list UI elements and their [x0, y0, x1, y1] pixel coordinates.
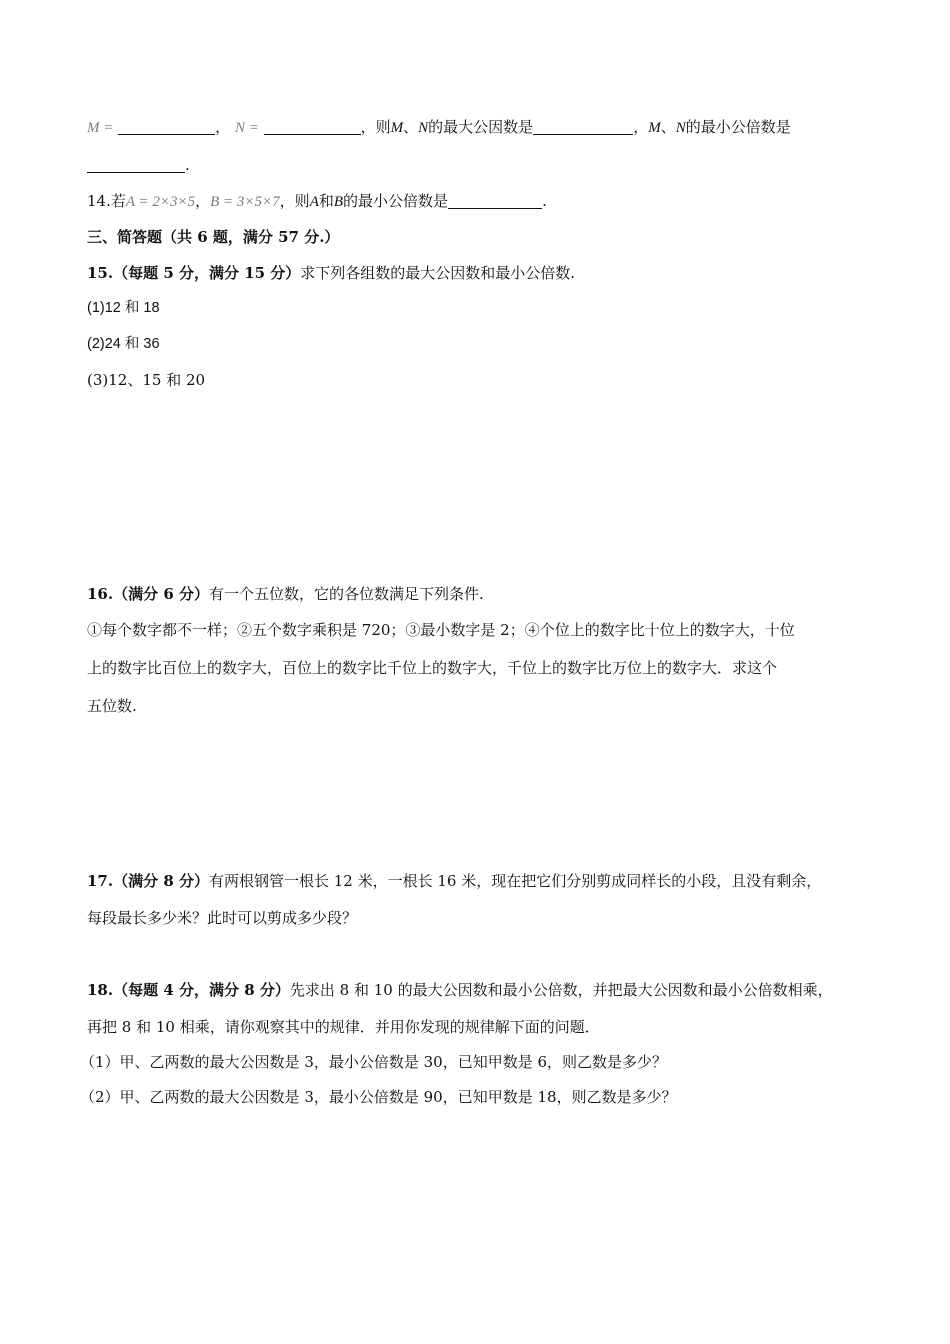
- q16-text: 有一个五位数，它的各位数满足下列条件.: [208, 585, 484, 603]
- q15-line: [87, 263, 575, 283]
- q13-m-expression: M =: [87, 120, 114, 136]
- q13-m-blank[interactable]: [118, 118, 215, 135]
- q13-gcd-blank[interactable]: [533, 118, 633, 135]
- q14-text: ，则: [279, 192, 310, 210]
- var-a: A: [309, 194, 319, 210]
- q17-head: 17.（满分 8 分）: [87, 872, 209, 890]
- q14-answer-blank[interactable]: [448, 192, 542, 209]
- q16-condition-line-3: 五位数.: [87, 697, 137, 715]
- q13-end: .: [185, 156, 190, 174]
- q14-end: .: [542, 192, 547, 210]
- q13-text: ，则: [360, 118, 391, 136]
- var-b: B: [333, 194, 344, 210]
- q17-text: 有两根钢管一根长 12 米，一根长 16 米，现在把它们分别剪成同样长的小段，且没有剩余，: [208, 872, 822, 890]
- q13-separator: ，: [215, 118, 231, 136]
- q13-lcm-blank[interactable]: [87, 156, 185, 173]
- q15-item-1: (1)12 和 18: [87, 300, 160, 316]
- q14-separator: ，: [195, 192, 211, 210]
- q15-item-2: (2)24 和 36: [87, 336, 160, 352]
- q14-number: 14.若: [87, 192, 126, 210]
- q16-head: 16.（满分 6 分）: [87, 585, 209, 603]
- q13-n-blank[interactable]: [264, 118, 361, 135]
- q16-condition-line-2: 上的数字比百位上的数字大，百位上的数字比千位上的数字大，千位上的数字比万位上的数字大．求这个: [87, 659, 778, 677]
- var-m-2: M: [648, 120, 661, 136]
- var-m: M: [390, 120, 404, 136]
- q15-head: 15.（每题 5 分，满分 15 分）: [87, 264, 301, 282]
- q15-text: 求下列各组数的最大公因数和最小公倍数.: [300, 264, 576, 282]
- section-3-title: 三、简答题（共 6 题，满分 57 分.）: [87, 228, 340, 246]
- q13-dun-2: 、: [660, 118, 676, 136]
- q13-separator-2: ，: [633, 118, 649, 136]
- q14-and: 和: [318, 192, 334, 210]
- q17-line-2: 每段最长多少米？此时可以剪成多少段？: [87, 909, 358, 927]
- q14-a-expression: A = 2×3×5: [125, 194, 196, 210]
- q18-text: 先求出 8 和 10 的最大公因数和最小公倍数，并把最大公因数和最小公倍数相乘，: [289, 981, 833, 999]
- q13-gcd-text: 的最大公因数是: [428, 118, 534, 136]
- q13-lcm-text: 的最小公倍数是: [685, 118, 791, 136]
- q14-line: [87, 191, 547, 212]
- q18-line: [87, 980, 833, 1000]
- q13-n-expression: N =: [234, 120, 259, 136]
- q13-line1: [87, 117, 791, 138]
- q14-b-expression: B = 3×5×7: [210, 194, 280, 210]
- var-n-2: N: [675, 120, 686, 136]
- var-n: N: [418, 120, 429, 136]
- q17-line: [87, 871, 821, 891]
- q15-item-3: (3)12、15 和 20: [87, 371, 206, 389]
- q18-line-2: 再把 8 和 10 相乘，请你观察其中的规律．并用你发现的规律解下面的问题．: [87, 1018, 600, 1036]
- q18-head: 18.（每题 4 分，满分 8 分）: [87, 981, 290, 999]
- q13-dun: 、: [403, 118, 419, 136]
- q13-line2: [87, 155, 190, 175]
- q18-sub-1: （1）甲、乙两数的最大公因数是 3，最小公倍数是 30，已知甲数是 6，则乙数是多少？: [80, 1053, 668, 1071]
- q14-lcm-text: 的最小公倍数是: [343, 192, 449, 210]
- q16-condition-line-1: ①每个数字都不一样；②五个数字乘积是 720；③最小数字是 2；④个位上的数字比十位上的数字大，十位: [87, 621, 795, 639]
- q16-line: [87, 584, 484, 604]
- q18-sub-2: （2）甲、乙两数的最大公因数是 3，最小公倍数是 90，已知甲数是 18，则乙数是多少？: [80, 1088, 677, 1106]
